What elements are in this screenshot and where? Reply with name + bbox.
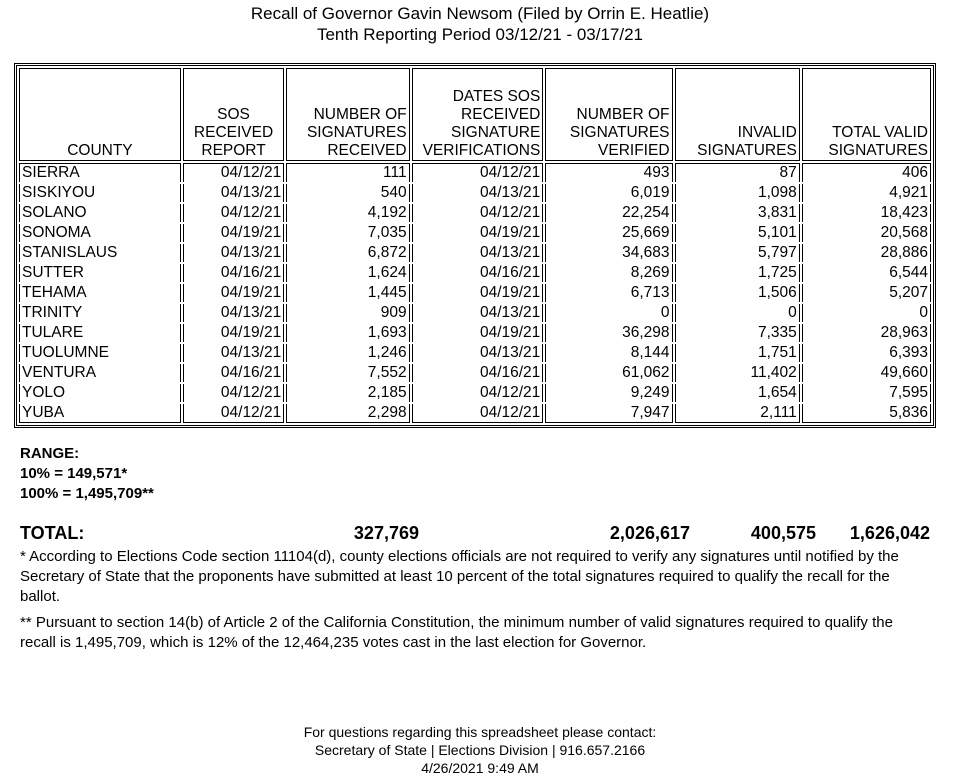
cell-total-valid-signatures: 406 [802,163,931,182]
cell-invalid-signatures: 2,111 [675,404,800,423]
report-timestamp: 4/26/2021 9:49 AM [421,760,539,776]
table-row [19,184,931,202]
cell-signatures-received: 1,693 [286,324,409,342]
cell-dates-verifications: 04/12/21 [412,404,544,423]
table-header-row [19,68,931,161]
column-header-line: VERIFICATIONS [422,142,541,159]
cell-sos-received-report: 04/19/21 [183,324,284,342]
cell-signatures-verified: 25,669 [545,224,672,242]
cell-signatures-verified: 36,298 [545,324,672,342]
cell-dates-verifications: 04/19/21 [412,284,544,302]
cell-signatures-verified: 493 [545,163,672,182]
cell-invalid-signatures: 11,402 [675,364,800,382]
cell-total-valid-signatures: 6,544 [802,264,931,282]
cell-invalid-signatures: 87 [675,163,800,182]
cell-signatures-verified: 34,683 [545,244,672,262]
cell-signatures-verified: 8,144 [545,344,672,362]
cell-sos-received-report: 04/12/21 [183,404,284,423]
cell-dates-verifications: 04/13/21 [412,304,544,322]
total-verified: 2,026,617 [609,523,690,543]
footnote-constitution: ** Pursuant to section 14(b) of Article 2 of the California Constitution, the minimum number of valid signatures required to qualify the recall is 1,495,709, which is 12% of the 12,464,235 votes cast in the last election for Governor. [20,614,893,651]
range-ten-percent: 10% = 149,571* [20,465,128,482]
cell-sos-received-report: 04/12/21 [183,204,284,222]
cell-county: YOLO [19,384,181,402]
signature-table [14,63,936,428]
cell-signatures-received: 540 [286,184,409,202]
cell-county: TRINITY [19,304,181,322]
cell-sos-received-report: 04/13/21 [183,244,284,262]
cell-total-valid-signatures: 4,921 [802,184,931,202]
cell-sos-received-report: 04/16/21 [183,264,284,282]
column-header-line: SOS [217,106,250,123]
cell-signatures-verified: 0 [545,304,672,322]
cell-total-valid-signatures: 6,393 [802,344,931,362]
column-header-dates-verifications [412,68,544,161]
cell-county: SISKIYOU [19,184,181,202]
column-header-signatures-verified [545,68,672,161]
cell-invalid-signatures: 0 [675,304,800,322]
cell-county: SONOMA [19,224,181,242]
range-section [20,444,154,504]
cell-county: SUTTER [19,264,181,282]
cell-total-valid-signatures: 5,207 [802,284,931,302]
cell-total-valid-signatures: 0 [802,304,931,322]
cell-sos-received-report: 04/13/21 [183,184,284,202]
column-header-line: SIGNATURES [306,124,407,141]
column-header-line: RECEIVED [461,106,541,123]
cell-invalid-signatures: 1,654 [675,384,800,402]
cell-dates-verifications: 04/16/21 [412,364,544,382]
cell-invalid-signatures: 1,751 [675,344,800,362]
total-valid: 1,626,042 [849,523,930,543]
column-header-total-valid-signatures [802,68,931,161]
cell-sos-received-report: 04/12/21 [183,384,284,402]
cell-signatures-received: 2,185 [286,384,409,402]
cell-county: TEHAMA [19,284,181,302]
cell-invalid-signatures: 7,335 [675,324,800,342]
column-header-line: SIGNATURE [451,124,541,141]
table-row [19,224,931,242]
cell-invalid-signatures: 5,797 [675,244,800,262]
cell-total-valid-signatures: 7,595 [802,384,931,402]
cell-signatures-verified: 61,062 [545,364,672,382]
range-hundred-percent: 100% = 1,495,709** [20,485,154,502]
cell-signatures-received: 111 [286,163,409,182]
cell-sos-received-report: 04/19/21 [183,224,284,242]
cell-invalid-signatures: 1,506 [675,284,800,302]
cell-signatures-verified: 8,269 [545,264,672,282]
range-label: RANGE: [20,445,80,462]
column-header-line: NUMBER OF [313,106,407,123]
cell-total-valid-signatures: 5,836 [802,404,931,423]
table-row [19,244,931,262]
cell-invalid-signatures: 1,098 [675,184,800,202]
cell-county: TULARE [19,324,181,342]
cell-dates-verifications: 04/12/21 [412,204,544,222]
cell-dates-verifications: 04/16/21 [412,264,544,282]
table-row [19,384,931,402]
cell-dates-verifications: 04/13/21 [412,184,544,202]
cell-dates-verifications: 04/12/21 [412,163,544,182]
cell-signatures-received: 1,445 [286,284,409,302]
footnote-verification: * According to Elections Code section 11104(d), county elections officials are not required to verify any signatures until notified by the Secretary of State that the proponents have submitted at least 10 percent of the total signatures required to qualify the recall for the ballot. [20,548,899,605]
table-row [19,204,931,222]
cell-signatures-received: 6,872 [286,244,409,262]
cell-total-valid-signatures: 49,660 [802,364,931,382]
cell-county: YUBA [19,404,181,423]
cell-county: TUOLUMNE [19,344,181,362]
cell-sos-received-report: 04/13/21 [183,344,284,362]
cell-sos-received-report: 04/12/21 [183,163,284,182]
column-header-line: SIGNATURES [697,142,797,159]
column-header-line: COUNTY [67,142,133,159]
cell-invalid-signatures: 1,725 [675,264,800,282]
cell-county: VENTURA [19,364,181,382]
cell-total-valid-signatures: 28,886 [802,244,931,262]
cell-total-valid-signatures: 28,963 [802,324,931,342]
report-subtitle: Tenth Reporting Period 03/12/21 - 03/17/21 [316,25,644,44]
cell-dates-verifications: 04/13/21 [412,244,544,262]
column-header-line: INVALID [737,124,797,141]
contact-info [0,723,960,777]
table-row [19,284,931,302]
cell-signatures-received: 1,624 [286,264,409,282]
cell-signatures-received: 1,246 [286,344,409,362]
cell-sos-received-report: 04/16/21 [183,364,284,382]
cell-invalid-signatures: 3,831 [675,204,800,222]
cell-sos-received-report: 04/19/21 [183,284,284,302]
column-header-county [19,68,181,161]
report-title: Recall of Governor Gavin Newsom (Filed by Orrin E. Heatlie) [250,4,710,23]
cell-signatures-verified: 6,019 [545,184,672,202]
cell-signatures-verified: 9,249 [545,384,672,402]
column-header-sos-received-report [183,68,284,161]
cell-signatures-received: 2,298 [286,404,409,423]
table-row [19,163,931,182]
cell-signatures-verified: 22,254 [545,204,672,222]
cell-dates-verifications: 04/13/21 [412,344,544,362]
table-row [19,404,931,423]
column-header-signatures-received [286,68,409,161]
cell-total-valid-signatures: 18,423 [802,204,931,222]
contact-line-1: For questions regarding this spreadsheet please contact: [303,724,657,740]
contact-line-2: Secretary of State | Elections Division | 916.657.2166 [314,742,646,758]
column-header-line: NUMBER OF [576,106,670,123]
column-header-line: RECEIVED [327,142,407,159]
cell-county: STANISLAUS [19,244,181,262]
column-header-line: DATES SOS [452,88,541,105]
cell-signatures-verified: 7,947 [545,404,672,423]
cell-sos-received-report: 04/13/21 [183,304,284,322]
table-row [19,304,931,322]
total-invalid: 400,575 [750,523,816,543]
column-header-line: SIGNATURES [569,124,670,141]
cell-total-valid-signatures: 20,568 [802,224,931,242]
cell-dates-verifications: 04/19/21 [412,324,544,342]
table-body [19,163,931,423]
column-header-line: REPORT [201,142,266,159]
table-row [19,324,931,342]
cell-dates-verifications: 04/12/21 [412,384,544,402]
cell-signatures-received: 7,552 [286,364,409,382]
table-row [19,364,931,382]
table-row [19,344,931,362]
cell-county: SOLANO [19,204,181,222]
cell-dates-verifications: 04/19/21 [412,224,544,242]
column-header-line: VERIFIED [598,142,670,159]
total-received: 327,769 [353,523,419,543]
cell-signatures-received: 7,035 [286,224,409,242]
column-header-line: SIGNATURES [828,142,928,159]
cell-signatures-received: 4,192 [286,204,409,222]
cell-invalid-signatures: 5,101 [675,224,800,242]
column-header-invalid-signatures [675,68,800,161]
totals-row [20,523,930,547]
column-header-line: RECEIVED [193,124,274,141]
column-header-line: TOTAL VALID [832,124,928,141]
cell-county: SIERRA [19,163,181,182]
table-row [19,264,931,282]
cell-signatures-received: 909 [286,304,409,322]
total-label: TOTAL: [20,523,85,543]
cell-signatures-verified: 6,713 [545,284,672,302]
